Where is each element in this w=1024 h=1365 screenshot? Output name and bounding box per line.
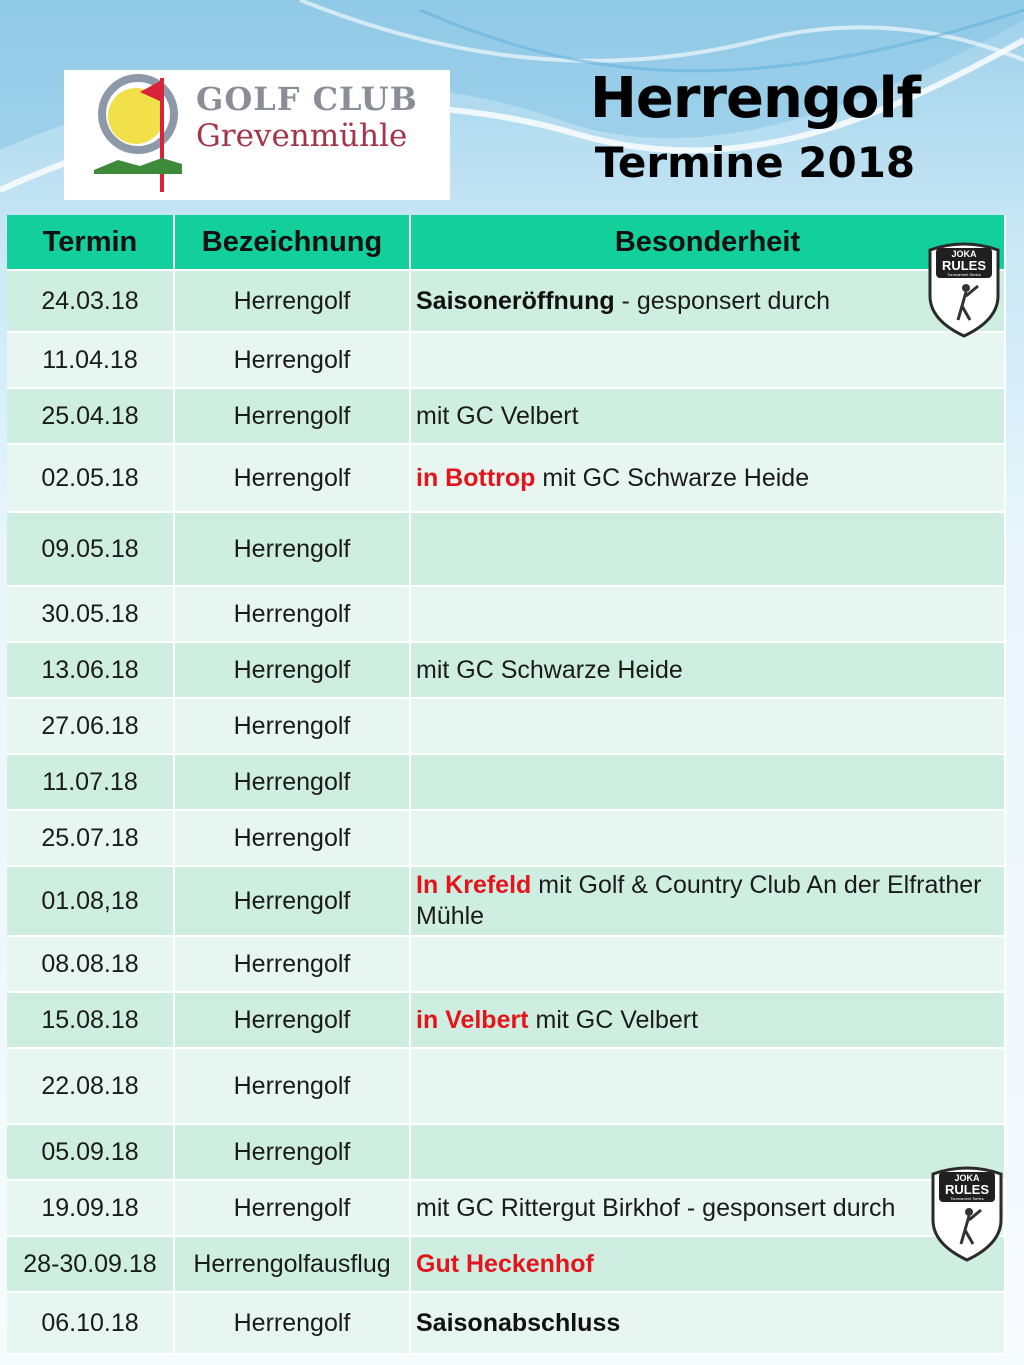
club-logo [64, 70, 450, 200]
cell-date: 30.05.18 [7, 587, 175, 643]
cell-date: 02.05.18 [7, 445, 175, 513]
table-row [7, 1049, 1006, 1125]
cell-note [411, 993, 1006, 1049]
cell-date: 28-30.09.18 [7, 1237, 175, 1293]
svg-text:JOKA: JOKA [951, 249, 977, 259]
table-row [7, 699, 1006, 755]
schedule-table [7, 215, 1006, 1355]
note-text: mit GC Schwarze Heide [416, 655, 683, 684]
golf-flag-logo-icon [88, 74, 188, 196]
header-termin: Termin [7, 215, 175, 271]
note-text: mit GC Velbert [528, 1005, 699, 1034]
cell-name: Herrengolf [175, 1125, 411, 1181]
cell-note [411, 1049, 1006, 1125]
cell-date: 13.06.18 [7, 643, 175, 699]
cell-date: 05.09.18 [7, 1125, 175, 1181]
cell-note [411, 867, 1006, 937]
cell-name: Herrengolf [175, 699, 411, 755]
cell-note [411, 1181, 1006, 1237]
table-row [7, 1293, 1006, 1355]
cell-note [411, 755, 1006, 811]
cell-date: 11.07.18 [7, 755, 175, 811]
svg-text:Tournament Series: Tournament Series [947, 272, 981, 277]
cell-name: Herrengolf [175, 755, 411, 811]
cell-note [411, 1125, 1006, 1181]
cell-date: 19.09.18 [7, 1181, 175, 1237]
table-row [7, 389, 1006, 445]
cell-name: Herrengolf [175, 389, 411, 445]
note-text: mit GC Rittergut Birkhof - gesponsert durch [416, 1193, 896, 1222]
cell-note [411, 699, 1006, 755]
note-text: mit GC Schwarze Heide [535, 463, 810, 492]
note-text: mit GC Velbert [416, 401, 579, 430]
cell-name: Herrengolf [175, 1293, 411, 1355]
cell-date: 25.07.18 [7, 811, 175, 867]
header-bezeichnung: Bezeichnung [175, 215, 411, 271]
table-row [7, 937, 1006, 993]
joka-rules-badge-icon [925, 1164, 1009, 1262]
note-highlight: In Krefeld [416, 871, 532, 899]
table-row [7, 513, 1006, 587]
cell-note [411, 445, 1006, 513]
table-row [7, 993, 1006, 1049]
cell-note [411, 513, 1006, 587]
cell-note [411, 1293, 1006, 1355]
table-row [7, 867, 1006, 937]
note-highlight: Saisoneröffnung [416, 286, 615, 315]
cell-note [411, 587, 1006, 643]
cell-name: Herrengolfausflug [175, 1237, 411, 1293]
note-highlight: Gut Heckenhof [416, 1249, 594, 1278]
cell-date: 08.08.18 [7, 937, 175, 993]
note-text: mit Golf & Country Club An der Elfrather Mühle [416, 871, 982, 930]
cell-note [411, 1237, 1006, 1293]
svg-text:RULES: RULES [944, 1182, 990, 1197]
note-text: - gesponsert durch [614, 286, 831, 315]
joka-rules-badge-icon [922, 240, 1006, 338]
cell-note [411, 937, 1006, 993]
cell-date: 27.06.18 [7, 699, 175, 755]
cell-name: Herrengolf [175, 271, 411, 333]
table-row [7, 643, 1006, 699]
cell-name: Herrengolf [175, 333, 411, 389]
cell-note [411, 643, 1006, 699]
note-highlight: in Bottrop [416, 463, 536, 492]
page-title: Herrengolf [589, 66, 921, 131]
table-row [7, 811, 1006, 867]
cell-name: Herrengolf [175, 1181, 411, 1237]
cell-name: Herrengolf [175, 993, 411, 1049]
table-row [7, 445, 1006, 513]
table-row [7, 271, 1006, 333]
svg-text:RULES: RULES [941, 258, 987, 273]
cell-date: 15.08.18 [7, 993, 175, 1049]
cell-name: Herrengolf [175, 587, 411, 643]
cell-name: Herrengolf [175, 811, 411, 867]
cell-date: 01.08,18 [7, 867, 175, 937]
table-row [7, 1181, 1006, 1237]
cell-date: 24.03.18 [7, 271, 175, 333]
cell-note [411, 389, 1006, 445]
svg-text:JOKA: JOKA [954, 1173, 980, 1183]
table-row [7, 1237, 1006, 1293]
cell-name: Herrengolf [175, 867, 411, 937]
cell-note [411, 811, 1006, 867]
svg-text:Tournament Series: Tournament Series [950, 1196, 984, 1201]
cell-note [411, 333, 1006, 389]
logo-text-golf-club: GOLF CLUB [196, 80, 418, 118]
cell-name: Herrengolf [175, 937, 411, 993]
header-besonderheit: Besonderheit [411, 215, 1006, 271]
cell-date: 11.04.18 [7, 333, 175, 389]
table-row [7, 587, 1006, 643]
cell-note [411, 271, 1006, 333]
cell-name: Herrengolf [175, 1049, 411, 1125]
cell-name: Herrengolf [175, 643, 411, 699]
note-highlight: in Velbert [416, 1005, 529, 1034]
cell-date: 22.08.18 [7, 1049, 175, 1125]
table-row [7, 1125, 1006, 1181]
page-subtitle: Termine 2018 [594, 138, 916, 187]
cell-name: Herrengolf [175, 513, 411, 587]
table-row [7, 755, 1006, 811]
logo-text-club-name: Grevenmühle [196, 118, 408, 154]
table-header-row [7, 215, 1006, 271]
cell-date: 06.10.18 [7, 1293, 175, 1355]
cell-name: Herrengolf [175, 445, 411, 513]
note-highlight: Saisonabschluss [416, 1308, 621, 1337]
cell-date: 09.05.18 [7, 513, 175, 587]
cell-date: 25.04.18 [7, 389, 175, 445]
table-row [7, 333, 1006, 389]
